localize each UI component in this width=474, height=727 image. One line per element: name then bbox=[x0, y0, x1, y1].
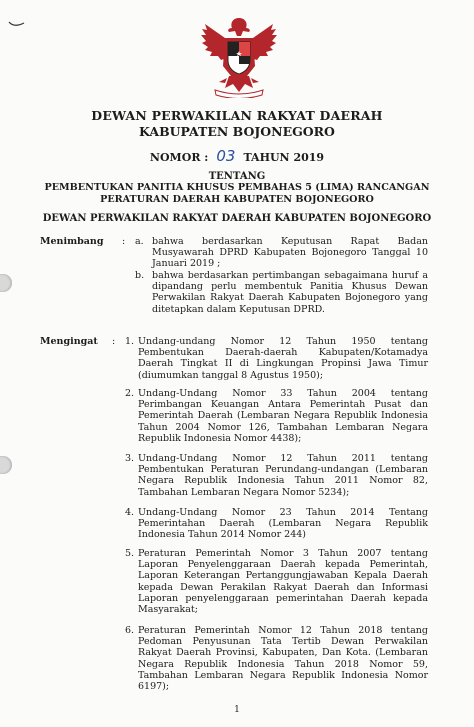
menimbang-label: Menimbang bbox=[40, 236, 104, 247]
mengingat-item-3: Undang-Undang Nomor 12 Tahun 2011 tentang Pembentukan Peraturan Perundang-undangan (Lembaran Negara Republik Indonesia Tahun 2011 Nomor 82, Tambahan Lembaran Negara Nomor 5234); bbox=[138, 453, 428, 498]
decree-number-line bbox=[0, 147, 474, 165]
mengingat-marker-6: 6. bbox=[125, 625, 135, 636]
menimbang-item-a: bahwa berdasarkan Keputusan Rapat Badan Musyawarah DPRD Kabupaten Bojonegoro Tanggal 10 Januari 2019 ; bbox=[152, 236, 428, 270]
mengingat-marker-1: 1. bbox=[125, 336, 135, 347]
tentang-heading: TENTANG bbox=[208, 171, 266, 182]
binder-hole-bottom bbox=[0, 456, 12, 474]
regency-title: KABUPATEN BOJONEGORO bbox=[139, 124, 335, 139]
menimbang-colon: : bbox=[122, 236, 126, 247]
mengingat-colon: : bbox=[112, 336, 116, 347]
binder-hole-top bbox=[0, 274, 12, 292]
menimbang-marker-a: a. bbox=[135, 236, 144, 247]
menimbang-marker-b: b. bbox=[135, 270, 145, 281]
mengingat-marker-4: 4. bbox=[125, 507, 135, 518]
mengingat-marker-5: 5. bbox=[125, 548, 135, 559]
mengingat-marker-2: 2. bbox=[125, 388, 135, 399]
mengingat-item-1: Undang-undang Nomor 12 Tahun 1950 tentang Pembentukan Daerah-daerah Kabupaten/Kotamadya Daerah Tingkat II di Lingkungan Propinsi Jawa Timur (diumumkan tanggal 8 Agustus 1950); bbox=[138, 336, 428, 381]
subject-line-1: PEMBENTUKAN PANITIA KHUSUS PEMBAHAS 5 (LIMA) RANCANGAN bbox=[44, 182, 430, 193]
garuda-emblem-icon bbox=[199, 16, 279, 98]
subject-line-2: PERATURAN DAERAH KABUPATEN BOJONEGORO bbox=[100, 194, 374, 205]
tahun-label: TAHUN 2019 bbox=[243, 151, 325, 164]
mengingat-marker-3: 3. bbox=[125, 453, 135, 464]
mengingat-label: Mengingat bbox=[40, 336, 98, 347]
mengingat-item-2: Undang-Undang Nomor 33 Tahun 2004 tentang Perimbangan Keuangan Antara Pemerintah Pusat dan Pemerintah Daerah (Lembaran Negara Republik Indonesia Tahun 2004 Nomor 126, Tambahan Lembaran Negara Republik Indonesia Nomor 4438); bbox=[138, 388, 428, 444]
mengingat-item-6: Peraturan Pemerintah Nomor 12 Tahun 2018 tentang Pedoman Penyusunan Tata Tertib Dewan Perwakilan Rakyat Daerah Provinsi, Kabupaten, Dan Kota. (Lembaran Negara Republik Indonesia Tahun 2018 Nomor 59, Tambahan Lembaran Negara Republik Indonesia Nomor 6197); bbox=[138, 625, 428, 693]
institution-title: DEWAN PERWAKILAN RAKYAT DAERAH bbox=[91, 108, 383, 123]
nomor-value: 03 bbox=[216, 147, 236, 165]
nomor-label: NOMOR : bbox=[149, 151, 209, 164]
council-heading: DEWAN PERWAKILAN RAKYAT DAERAH KABUPATEN BOJONEGORO bbox=[42, 213, 432, 224]
page-number: 1 bbox=[234, 705, 240, 715]
mengingat-item-5: Peraturan Pemerintah Nomor 3 Tahun 2007 tentang Laporan Penyelenggaraan Daerah kepada Pemerintah, Laporan Keterangan Pertanggungjawaban Kepala Daerah kepada Dewan Perakilan Rakyat Daerah dan Informasi Laporan penyelenggaraan pemerintahan Daerah kepada Masyarakat; bbox=[138, 548, 428, 616]
menimbang-item-b: bahwa berdasarkan pertimbangan sebagaimana huruf a dipandang perlu membentuk Panitia Khusus Dewan Perwakilan Rakyat Daerah Kabupaten Bojonegoro yang ditetapkan dalam Keputusan DPRD. bbox=[152, 270, 428, 315]
pen-mark-icon bbox=[8, 20, 26, 30]
mengingat-item-4: Undang-Undang Nomor 23 Tahun 2014 Tentang Pemerintahan Daerah (Lembaran Negara Republik Indonesia Tahun 2014 Nomor 244) bbox=[138, 507, 428, 541]
